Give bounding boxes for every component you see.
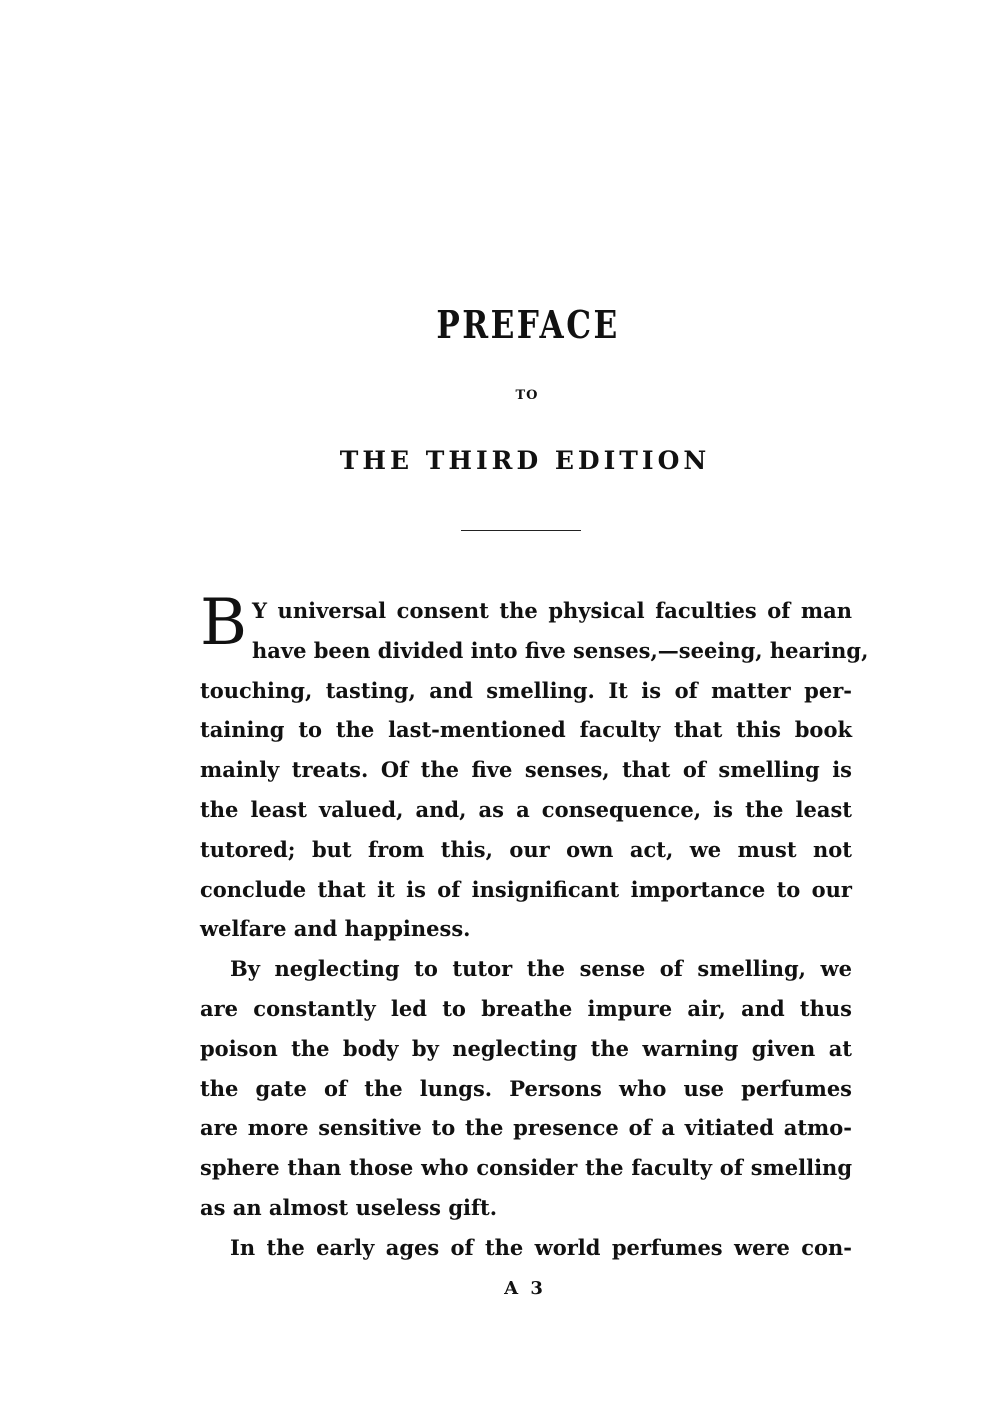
text-line: touching, tasting, and smelling. It is of matter per- [200,677,852,703]
page-subtitle: THE THIRD EDITION [339,446,711,475]
paragraph-1 [200,586,869,949]
text-line: sphere than those who consider the faculty of smelling [200,1155,852,1181]
text-line: are more sensitive to the presence of a vitiated atmo- [200,1115,852,1141]
text-line: In the early ages of the world perfumes were con- [230,1234,852,1260]
paragraph-3 [200,1228,852,1268]
text-line: conclude that it is of insignificant importance to our [200,876,852,902]
text-line: By neglecting to tutor the sense of smelling, we [230,956,852,982]
text-line: have been divided into five senses,—seeing, hearing, [252,637,869,663]
drop-cap: B [200,586,248,660]
title-rule [461,530,581,531]
paragraph-2 [200,949,852,1228]
text-line: are constantly led to breathe impure air, and thus [200,995,852,1021]
text-line: Y universal consent the physical faculties of man [252,598,852,623]
text-line: mainly treats. Of the five senses, that of smelling is [200,757,852,783]
text-line: as an almost useless gift. [200,1194,498,1220]
text-line: the gate of the lungs. Persons who use perfumes [200,1075,852,1101]
preface-body [200,586,869,1268]
text-line: poison the body by neglecting the warning given at [200,1035,852,1061]
signature-mark: A 3 [504,1278,546,1299]
page-title: PREFACE [436,302,620,347]
text-line: welfare and happiness. [200,916,471,942]
text-line: tutored; but from this, our own act, we must not [200,836,852,862]
text-line: the least valued, and, as a consequence, is the least [200,796,852,822]
text-line: taining to the last-mentioned faculty that this book [200,717,852,743]
title-connector: TO [515,388,539,403]
